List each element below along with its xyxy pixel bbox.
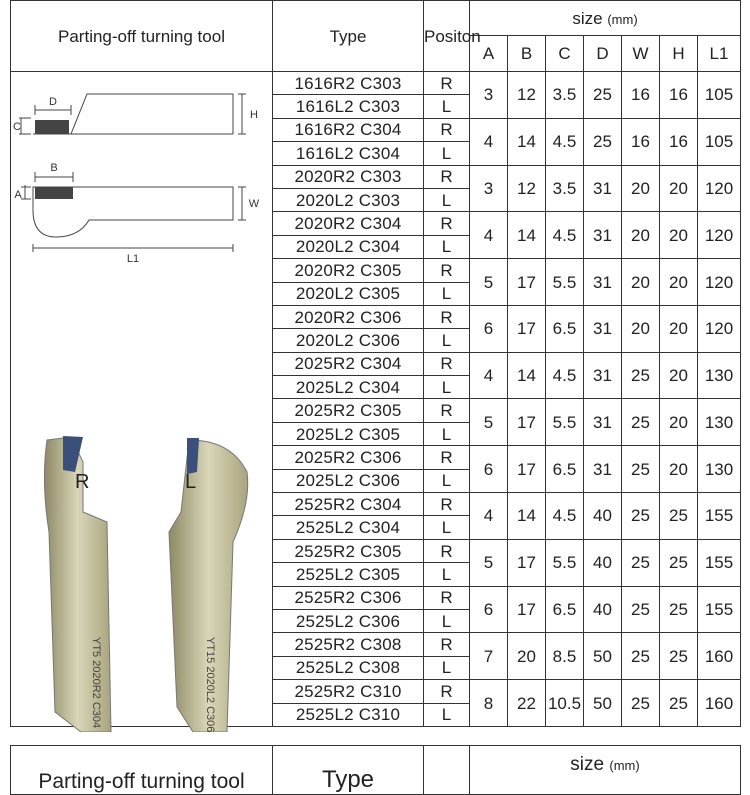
size-value-a: 6 [470,586,508,633]
type-code: 1616L2 C303 [273,95,424,118]
dim-label-l1: L1 [126,253,140,265]
label-l: L [185,471,197,493]
size-value-d: 25 [584,118,622,165]
size-value-w: 25 [622,493,660,540]
size-value-a: 8 [470,680,508,727]
size-value-w: 25 [622,633,660,680]
type-code: 2525R2 C304 [273,493,424,516]
size-value-h: 20 [660,259,698,306]
position-code: R [424,680,470,703]
size-value-l1: 105 [698,118,741,165]
position-code: R [424,352,470,375]
second-table-header [10,745,740,793]
size-label: size [572,8,603,28]
size-value-w: 25 [622,446,660,493]
type-code: 2025L2 C305 [273,422,424,445]
size-value-a: 6 [470,305,508,352]
size-value-d: 40 [584,539,622,586]
tool-l-engraving: YT15 2020L2 C306 [204,637,216,732]
size-value-c: 4.5 [546,493,584,540]
size-value-b: 17 [508,539,546,586]
size-value-c: 5.5 [546,399,584,446]
type-code: 2020R2 C303 [273,165,424,188]
size-value-d: 31 [584,259,622,306]
size-value-h: 20 [660,446,698,493]
size-value-d: 31 [584,352,622,399]
size-value-c: 5.5 [546,259,584,306]
size-value-h: 25 [660,493,698,540]
position-code: L [424,142,470,165]
tool-r-engraving: YT5 2020R2 C304 [90,637,102,729]
size-value-h: 20 [660,305,698,352]
size-value-w: 20 [622,259,660,306]
size-unit: (mm) [607,11,638,27]
position-code: R [424,586,470,609]
dim-label-d: D [49,96,57,108]
size-value-a: 7 [470,633,508,680]
size-value-c: 6.5 [546,305,584,352]
position-code: L [424,422,470,445]
size-value-l1: 160 [698,680,741,727]
size-column-l1: L1 [698,36,741,72]
table-row [11,72,741,95]
bottom-size-label: size [570,754,605,775]
type-code: 2020L2 C306 [273,329,424,352]
size-column-h: H [660,36,698,72]
position-code: R [424,399,470,422]
type-code: 2025L2 C304 [273,376,424,399]
type-code: 2025R2 C306 [273,446,424,469]
position-code: R [424,633,470,656]
size-value-b: 17 [508,399,546,446]
size-value-d: 31 [584,165,622,212]
bottom-title: Parting-off turning tool [11,746,273,795]
size-value-a: 4 [470,118,508,165]
size-value-c: 4.5 [546,212,584,259]
type-code: 2025R2 C304 [273,352,424,375]
position-code: L [424,329,470,352]
bottom-position [424,746,470,795]
type-code: 2525L2 C308 [273,656,424,679]
type-code: 2020L2 C304 [273,235,424,258]
position-code: L [424,516,470,539]
size-value-h: 16 [660,72,698,119]
position-code: R [424,539,470,562]
size-value-d: 40 [584,586,622,633]
size-value-h: 25 [660,586,698,633]
size-value-l1: 155 [698,539,741,586]
size-value-a: 4 [470,493,508,540]
type-code: 2025L2 C306 [273,469,424,492]
type-code: 2525L2 C306 [273,609,424,632]
header-position: Positon [424,1,470,72]
size-value-h: 20 [660,212,698,259]
size-value-b: 17 [508,446,546,493]
size-value-w: 20 [622,305,660,352]
tool-photo [11,332,273,732]
position-code: R [424,446,470,469]
size-value-d: 31 [584,305,622,352]
type-code: 2025R2 C305 [273,399,424,422]
size-value-a: 5 [470,539,508,586]
size-value-b: 17 [508,586,546,633]
dimension-drawing [11,72,273,332]
size-value-l1: 160 [698,633,741,680]
size-value-w: 25 [622,539,660,586]
position-code: L [424,188,470,211]
position-code: L [424,609,470,632]
bottom-size [470,746,741,795]
type-code: 1616L2 C304 [273,142,424,165]
size-value-d: 31 [584,399,622,446]
size-value-l1: 120 [698,305,741,352]
size-value-b: 14 [508,493,546,540]
header-type: Type [273,1,424,72]
type-code: 2525L2 C304 [273,516,424,539]
size-value-c: 4.5 [546,118,584,165]
insert-shape [35,120,69,134]
size-value-c: 5.5 [546,539,584,586]
size-value-h: 20 [660,352,698,399]
size-value-l1: 155 [698,586,741,633]
size-value-a: 4 [470,352,508,399]
size-value-c: 3.5 [546,165,584,212]
position-code: L [424,235,470,258]
position-code: R [424,493,470,516]
size-value-h: 20 [660,165,698,212]
header-size [470,1,741,36]
header-title: Parting-off turning tool [11,1,273,72]
size-value-a: 3 [470,72,508,119]
type-code: 2020L2 C305 [273,282,424,305]
size-value-b: 12 [508,72,546,119]
size-value-c: 6.5 [546,446,584,493]
position-code: R [424,165,470,188]
spec-table [10,0,741,732]
size-value-c: 8.5 [546,633,584,680]
bottom-type: Type [273,746,424,795]
size-value-b: 14 [508,212,546,259]
tool-l [169,438,248,732]
type-code: 2525L2 C310 [273,703,424,726]
position-code: R [424,305,470,328]
size-value-w: 25 [622,680,660,727]
illustration-cell [11,72,273,732]
type-code: 2525R2 C305 [273,539,424,562]
type-code: 1616R2 C303 [273,72,424,95]
size-value-l1: 130 [698,446,741,493]
size-value-l1: 130 [698,352,741,399]
size-value-a: 6 [470,446,508,493]
dim-label-a: A [14,189,22,201]
size-value-h: 16 [660,118,698,165]
position-code: L [424,703,470,726]
type-code: 2020R2 C306 [273,305,424,328]
insert-shape [35,187,73,199]
size-value-w: 16 [622,118,660,165]
size-value-h: 25 [660,680,698,727]
size-value-l1: 120 [698,259,741,306]
position-code: L [424,469,470,492]
type-code: 2020L2 C303 [273,188,424,211]
size-value-c: 6.5 [546,586,584,633]
size-value-b: 20 [508,633,546,680]
position-code: L [424,376,470,399]
size-value-d: 31 [584,212,622,259]
size-value-w: 25 [622,586,660,633]
type-code: 2020R2 C304 [273,212,424,235]
size-value-b: 22 [508,680,546,727]
size-value-l1: 130 [698,399,741,446]
size-value-c: 3.5 [546,72,584,119]
size-value-l1: 120 [698,165,741,212]
spec-table-wrapper [10,0,740,732]
size-column-c: C [546,36,584,72]
size-column-d: D [584,36,622,72]
size-value-d: 50 [584,680,622,727]
position-code: R [424,212,470,235]
size-value-w: 20 [622,212,660,259]
dim-label-h: H [250,109,258,121]
dim-label-b: B [50,162,58,174]
size-column-w: W [622,36,660,72]
size-value-l1: 120 [698,212,741,259]
position-code: L [424,95,470,118]
size-value-h: 20 [660,399,698,446]
type-code: 2525R2 C306 [273,586,424,609]
size-column-b: B [508,36,546,72]
size-value-b: 12 [508,165,546,212]
size-value-w: 25 [622,399,660,446]
size-value-a: 3 [470,165,508,212]
size-value-h: 25 [660,539,698,586]
size-value-w: 16 [622,72,660,119]
size-value-w: 25 [622,352,660,399]
size-value-b: 17 [508,259,546,306]
size-value-h: 25 [660,633,698,680]
position-code: R [424,259,470,282]
dim-label-c: C [13,121,21,133]
size-value-d: 25 [584,72,622,119]
size-value-a: 5 [470,259,508,306]
size-value-w: 20 [622,165,660,212]
type-code: 2525R2 C310 [273,680,424,703]
size-value-b: 14 [508,118,546,165]
type-code: 2020R2 C305 [273,259,424,282]
type-code: 2525R2 C308 [273,633,424,656]
size-column-a: A [470,36,508,72]
size-value-a: 4 [470,212,508,259]
size-value-l1: 155 [698,493,741,540]
type-code: 2525L2 C305 [273,563,424,586]
size-value-d: 40 [584,493,622,540]
size-value-d: 31 [584,446,622,493]
position-code: L [424,563,470,586]
size-value-b: 17 [508,305,546,352]
size-value-a: 5 [470,399,508,446]
size-value-c: 4.5 [546,352,584,399]
size-value-d: 50 [584,633,622,680]
position-code: L [424,656,470,679]
position-code: R [424,118,470,141]
size-value-l1: 105 [698,72,741,119]
dim-label-w: W [248,198,260,210]
size-value-b: 14 [508,352,546,399]
type-code: 1616R2 C304 [273,118,424,141]
size-value-c: 10.5 [546,680,584,727]
position-code: R [424,72,470,95]
bottom-size-unit: (mm) [609,758,640,773]
position-code: L [424,282,470,305]
label-r: R [75,471,90,493]
